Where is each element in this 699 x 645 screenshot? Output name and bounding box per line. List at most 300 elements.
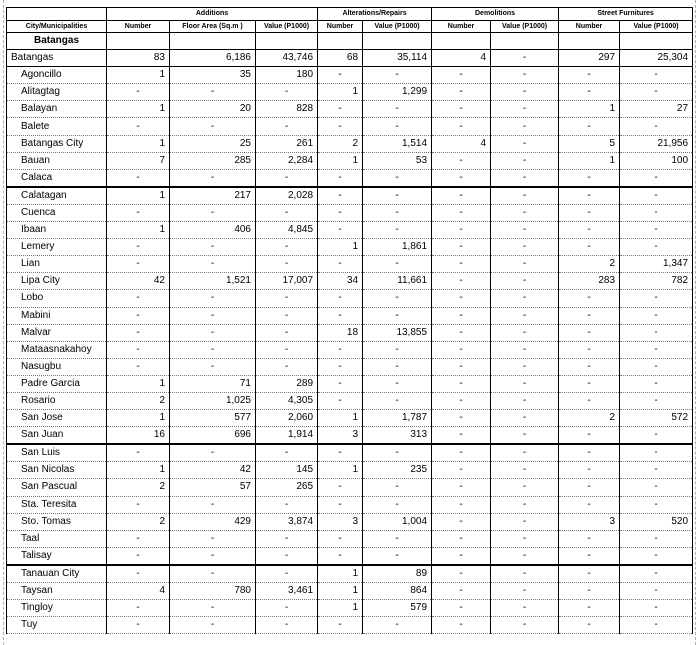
municipality-name: Sto. Tomas xyxy=(7,513,107,530)
table-cell: - xyxy=(363,204,432,221)
table-row xyxy=(7,67,693,84)
table-cell: - xyxy=(559,84,620,101)
table-row xyxy=(7,84,693,101)
table-cell: - xyxy=(318,222,363,239)
table-cell: 57 xyxy=(170,479,256,496)
table-cell: - xyxy=(491,152,559,169)
table-cell: - xyxy=(318,101,363,118)
table-cell: - xyxy=(432,256,491,273)
table-cell: - xyxy=(170,496,256,513)
table-cell: - xyxy=(620,222,693,239)
table-cell: - xyxy=(256,600,318,617)
page-guide-right xyxy=(695,0,696,645)
group-alterations-repairs: Alterations/Repairs xyxy=(318,8,432,21)
table-cell: - xyxy=(491,358,559,375)
table-cell: - xyxy=(256,617,318,634)
table-row xyxy=(7,530,693,547)
municipality-name: Batangas xyxy=(7,50,107,67)
table-cell: - xyxy=(256,239,318,256)
table-row xyxy=(7,118,693,135)
table-row xyxy=(7,256,693,273)
table-cell: 1 xyxy=(107,462,170,479)
table-cell: - xyxy=(170,617,256,634)
table-cell: - xyxy=(620,169,693,187)
table-cell: - xyxy=(170,118,256,135)
table-cell: 2 xyxy=(107,479,170,496)
table-cell: - xyxy=(318,307,363,324)
total-row xyxy=(7,50,693,67)
municipality-name: Lemery xyxy=(7,239,107,256)
table-cell: - xyxy=(363,187,432,205)
province-label: Batangas xyxy=(7,33,107,50)
table-cell: 1 xyxy=(318,84,363,101)
municipality-name: Balete xyxy=(7,118,107,135)
table-cell: 579 xyxy=(363,600,432,617)
table-row xyxy=(7,307,693,324)
table-cell: 4,305 xyxy=(256,392,318,409)
table-cell: - xyxy=(318,444,363,462)
table-cell: 4,845 xyxy=(256,222,318,239)
table-cell: - xyxy=(318,496,363,513)
table-cell: - xyxy=(432,101,491,118)
table-cell: 17,007 xyxy=(256,273,318,290)
table-cell: 53 xyxy=(363,152,432,169)
table-cell: 4 xyxy=(432,135,491,152)
table-cell: - xyxy=(432,513,491,530)
table-cell: - xyxy=(107,204,170,221)
table-row xyxy=(7,358,693,375)
municipality-name: Talisay xyxy=(7,547,107,565)
table-cell: - xyxy=(432,67,491,84)
table-cell: 2 xyxy=(107,513,170,530)
table-cell: 42 xyxy=(107,273,170,290)
table-cell: - xyxy=(432,358,491,375)
municipality-name: Nasugbu xyxy=(7,358,107,375)
table-row xyxy=(7,462,693,479)
municipality-name: Malvar xyxy=(7,324,107,341)
group-header-row xyxy=(7,8,693,21)
table-cell: - xyxy=(170,84,256,101)
table-cell: - xyxy=(620,479,693,496)
table-cell: - xyxy=(491,462,559,479)
table-cell: - xyxy=(620,204,693,221)
table-cell: - xyxy=(559,187,620,205)
table-cell: 4 xyxy=(107,583,170,600)
table-cell: - xyxy=(491,617,559,634)
page-guide-left xyxy=(3,0,4,645)
column-header: Value (P1000) xyxy=(620,21,693,33)
table-cell: - xyxy=(318,341,363,358)
table-cell: - xyxy=(318,118,363,135)
table-cell: - xyxy=(318,530,363,547)
table-row xyxy=(7,547,693,565)
table-cell: 1 xyxy=(318,600,363,617)
table-cell: - xyxy=(432,565,491,583)
table-cell: 217 xyxy=(170,187,256,205)
table-cell: - xyxy=(363,256,432,273)
table-cell: - xyxy=(559,392,620,409)
table-cell: - xyxy=(559,600,620,617)
table-cell: 89 xyxy=(363,565,432,583)
table-cell: 2,028 xyxy=(256,187,318,205)
table-cell: - xyxy=(170,307,256,324)
table-cell: 71 xyxy=(170,375,256,392)
table-cell: - xyxy=(107,239,170,256)
table-cell: 1,004 xyxy=(363,513,432,530)
table-cell: - xyxy=(256,547,318,565)
municipality-name: Sta. Teresita xyxy=(7,496,107,513)
table-cell: - xyxy=(620,530,693,547)
table-cell: 83 xyxy=(107,50,170,67)
table-cell: 313 xyxy=(363,427,432,445)
table-cell: - xyxy=(432,410,491,427)
table-cell: - xyxy=(559,462,620,479)
table-cell: - xyxy=(620,496,693,513)
table-cell: - xyxy=(107,530,170,547)
table-cell: - xyxy=(107,256,170,273)
table-cell: - xyxy=(363,118,432,135)
table-row xyxy=(7,583,693,600)
table-cell: - xyxy=(318,290,363,307)
table-cell: - xyxy=(363,169,432,187)
table-cell: - xyxy=(107,324,170,341)
table-cell: - xyxy=(491,583,559,600)
table-cell: - xyxy=(491,410,559,427)
table-cell: - xyxy=(559,204,620,221)
municipality-name: Taysan xyxy=(7,583,107,600)
table-row xyxy=(7,341,693,358)
table-cell: - xyxy=(432,307,491,324)
table-cell: 289 xyxy=(256,375,318,392)
table-cell: 35,114 xyxy=(363,50,432,67)
table-cell: - xyxy=(363,290,432,307)
table-cell: 1 xyxy=(318,583,363,600)
table-cell: - xyxy=(107,600,170,617)
table-cell: 285 xyxy=(170,152,256,169)
table-cell: 11,661 xyxy=(363,273,432,290)
table-row xyxy=(7,273,693,290)
table-row xyxy=(7,204,693,221)
column-header: Number xyxy=(559,21,620,33)
table-cell: - xyxy=(620,341,693,358)
table-cell: - xyxy=(170,324,256,341)
municipality-name: Lian xyxy=(7,256,107,273)
municipality-name: Rosario xyxy=(7,392,107,409)
table-cell: - xyxy=(432,496,491,513)
table-cell: 406 xyxy=(170,222,256,239)
municipality-name: Balayan xyxy=(7,101,107,118)
table-cell: 577 xyxy=(170,410,256,427)
table-cell: - xyxy=(491,239,559,256)
column-header: Number xyxy=(318,21,363,33)
table-cell: 572 xyxy=(620,410,693,427)
table-cell: - xyxy=(559,617,620,634)
table-cell: - xyxy=(107,547,170,565)
group-street-furnitures: Street Furnitures xyxy=(559,8,693,21)
table-cell: 1,521 xyxy=(170,273,256,290)
table-row xyxy=(7,565,693,583)
table-cell: - xyxy=(107,444,170,462)
table-cell: - xyxy=(491,118,559,135)
table-row xyxy=(7,135,693,152)
table-cell: 1 xyxy=(318,239,363,256)
table-cell: - xyxy=(620,547,693,565)
table-cell: - xyxy=(559,307,620,324)
table-cell: - xyxy=(256,307,318,324)
table-cell: 1,787 xyxy=(363,410,432,427)
table-cell: - xyxy=(491,67,559,84)
table-cell: - xyxy=(432,290,491,307)
table-cell: - xyxy=(363,530,432,547)
table-cell: - xyxy=(491,341,559,358)
table-cell: - xyxy=(432,341,491,358)
municipality-name: Lipa City xyxy=(7,273,107,290)
table-cell: 5 xyxy=(559,135,620,152)
table-cell: 2 xyxy=(559,256,620,273)
table-row xyxy=(7,222,693,239)
table-cell: - xyxy=(620,617,693,634)
table-cell: - xyxy=(559,444,620,462)
table-cell: 1,025 xyxy=(170,392,256,409)
table-cell: - xyxy=(170,204,256,221)
table-cell: 27 xyxy=(620,101,693,118)
table-cell: - xyxy=(107,358,170,375)
table-body xyxy=(7,33,693,634)
table-row xyxy=(7,427,693,445)
table-cell: - xyxy=(559,427,620,445)
table-cell: 696 xyxy=(170,427,256,445)
table-cell: 780 xyxy=(170,583,256,600)
table-cell: - xyxy=(318,187,363,205)
table-cell: - xyxy=(620,583,693,600)
table-cell: - xyxy=(491,135,559,152)
table-cell: - xyxy=(559,358,620,375)
table-cell: - xyxy=(559,239,620,256)
corner-header xyxy=(7,8,107,21)
table-cell: - xyxy=(432,187,491,205)
municipality-name: Batangas City xyxy=(7,135,107,152)
table-cell: 18 xyxy=(318,324,363,341)
table-cell: - xyxy=(363,392,432,409)
table-cell: - xyxy=(107,341,170,358)
table-row xyxy=(7,375,693,392)
table-cell: - xyxy=(432,530,491,547)
municipality-name: Ibaan xyxy=(7,222,107,239)
municipality-name: Padre Garcia xyxy=(7,375,107,392)
municipality-name: San Juan xyxy=(7,427,107,445)
municipality-name: Lobo xyxy=(7,290,107,307)
table-cell: - xyxy=(107,565,170,583)
table-cell: 297 xyxy=(559,50,620,67)
table-row xyxy=(7,187,693,205)
table-cell: - xyxy=(491,273,559,290)
table-cell: - xyxy=(256,444,318,462)
table-cell: - xyxy=(432,479,491,496)
table-cell: - xyxy=(559,496,620,513)
table-cell: 429 xyxy=(170,513,256,530)
column-header: Floor Area (Sq.m ) xyxy=(170,21,256,33)
table-cell: - xyxy=(432,600,491,617)
table-cell: - xyxy=(318,479,363,496)
municipality-name: Mataasnakahoy xyxy=(7,341,107,358)
table-cell: - xyxy=(559,290,620,307)
table-cell: - xyxy=(491,307,559,324)
construction-statistics-table xyxy=(6,7,693,634)
table-cell: - xyxy=(170,169,256,187)
municipality-name: Calaca xyxy=(7,169,107,187)
table-cell: 2 xyxy=(559,410,620,427)
table-cell: - xyxy=(432,222,491,239)
table-cell: 1,299 xyxy=(363,84,432,101)
municipality-name: Tuy xyxy=(7,617,107,634)
table-cell: 1 xyxy=(107,187,170,205)
table-cell: - xyxy=(620,600,693,617)
table-cell: - xyxy=(363,101,432,118)
table-cell: - xyxy=(491,600,559,617)
municipality-name: Taal xyxy=(7,530,107,547)
table-cell: - xyxy=(491,187,559,205)
table-cell: - xyxy=(170,600,256,617)
table-cell: 3 xyxy=(559,513,620,530)
table-cell: - xyxy=(620,290,693,307)
table-cell: 35 xyxy=(170,67,256,84)
municipality-name: San Luis xyxy=(7,444,107,462)
table-cell: 16 xyxy=(107,427,170,445)
table-row xyxy=(7,513,693,530)
table-cell: - xyxy=(491,530,559,547)
group-demolitions: Demolitions xyxy=(432,8,559,21)
table-row xyxy=(7,324,693,341)
table-cell: - xyxy=(318,392,363,409)
table-cell: - xyxy=(491,324,559,341)
table-cell: - xyxy=(491,84,559,101)
table-cell: - xyxy=(432,444,491,462)
table-cell: - xyxy=(491,50,559,67)
table-cell: 1 xyxy=(107,222,170,239)
table-cell: - xyxy=(432,169,491,187)
table-cell: - xyxy=(107,169,170,187)
table-cell: - xyxy=(559,565,620,583)
municipality-name: San Jose xyxy=(7,410,107,427)
table-cell: - xyxy=(256,324,318,341)
table-cell: - xyxy=(559,222,620,239)
table-cell: - xyxy=(256,84,318,101)
table-cell: 235 xyxy=(363,462,432,479)
table-cell: - xyxy=(432,427,491,445)
table-cell: - xyxy=(491,427,559,445)
table-cell: - xyxy=(559,67,620,84)
table-cell: - xyxy=(363,358,432,375)
table-row xyxy=(7,444,693,462)
table-cell: 7 xyxy=(107,152,170,169)
table-cell: 100 xyxy=(620,152,693,169)
table-cell: - xyxy=(491,392,559,409)
column-header: City/Municipalities xyxy=(7,21,107,33)
table-cell: 13,855 xyxy=(363,324,432,341)
table-cell: - xyxy=(107,496,170,513)
table-cell: - xyxy=(620,462,693,479)
table-cell: 1 xyxy=(107,375,170,392)
table-cell: - xyxy=(363,341,432,358)
table-cell: - xyxy=(491,375,559,392)
table-cell: 25,304 xyxy=(620,50,693,67)
table-cell: - xyxy=(170,530,256,547)
table-cell: 3 xyxy=(318,513,363,530)
column-header-row xyxy=(7,21,693,33)
table-cell: - xyxy=(363,375,432,392)
table-cell: 1,861 xyxy=(363,239,432,256)
table-cell: - xyxy=(432,324,491,341)
table-cell: - xyxy=(432,273,491,290)
table-cell: - xyxy=(620,358,693,375)
table-cell: - xyxy=(432,462,491,479)
table-cell: - xyxy=(170,547,256,565)
table-cell: - xyxy=(491,290,559,307)
table-cell: - xyxy=(256,341,318,358)
table-cell: - xyxy=(620,67,693,84)
table-cell: - xyxy=(559,479,620,496)
municipality-name: Alitagtag xyxy=(7,84,107,101)
table-row xyxy=(7,101,693,118)
table-cell: 265 xyxy=(256,479,318,496)
table-cell: - xyxy=(620,324,693,341)
table-cell: 3,461 xyxy=(256,583,318,600)
table-cell: 6,186 xyxy=(170,50,256,67)
table-cell: - xyxy=(318,204,363,221)
table-cell: - xyxy=(256,118,318,135)
table-cell: 3,874 xyxy=(256,513,318,530)
table-row xyxy=(7,410,693,427)
table-cell: - xyxy=(170,256,256,273)
table-cell: - xyxy=(432,547,491,565)
table-cell: - xyxy=(620,187,693,205)
table-cell: - xyxy=(363,479,432,496)
table-cell: - xyxy=(620,118,693,135)
table-cell: - xyxy=(559,583,620,600)
table-cell: 1 xyxy=(318,462,363,479)
table-cell: - xyxy=(432,239,491,256)
table-cell: 21,956 xyxy=(620,135,693,152)
table-cell: 520 xyxy=(620,513,693,530)
table-cell: - xyxy=(432,617,491,634)
table-cell: - xyxy=(620,565,693,583)
table-cell: 1 xyxy=(559,152,620,169)
municipality-name: Tingloy xyxy=(7,600,107,617)
municipality-name: Calatagan xyxy=(7,187,107,205)
table-cell: - xyxy=(491,101,559,118)
table-cell: - xyxy=(432,84,491,101)
table-cell: - xyxy=(107,290,170,307)
table-cell: - xyxy=(432,583,491,600)
table-cell: - xyxy=(432,118,491,135)
table-cell: 3 xyxy=(318,427,363,445)
table-row xyxy=(7,152,693,169)
table-cell: - xyxy=(256,358,318,375)
table-cell: - xyxy=(256,290,318,307)
table-cell: 1,514 xyxy=(363,135,432,152)
table-cell: - xyxy=(256,204,318,221)
municipality-name: Cuenca xyxy=(7,204,107,221)
table-cell: - xyxy=(363,444,432,462)
table-cell: - xyxy=(491,444,559,462)
table-cell: - xyxy=(620,427,693,445)
table-cell: 25 xyxy=(170,135,256,152)
table-row xyxy=(7,496,693,513)
table-cell: - xyxy=(363,617,432,634)
table-cell: - xyxy=(107,307,170,324)
table-cell: - xyxy=(318,169,363,187)
table-cell: - xyxy=(318,67,363,84)
